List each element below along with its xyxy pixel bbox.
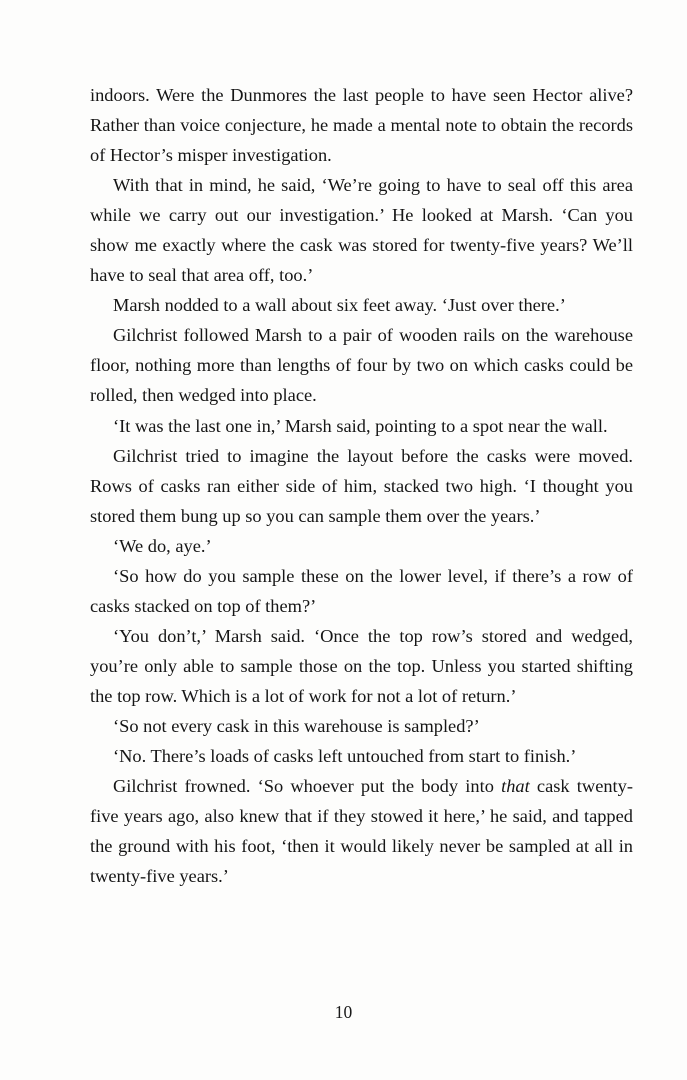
paragraph: [90, 711, 633, 741]
paragraph: [90, 411, 633, 441]
paragraph-text: Gilchrist tried to imagine the layout before the casks were moved. Rows of casks ran either side of him, stacked two high. ‘I thought you stored them bung up so you can sample them over the years.’: [90, 445, 633, 526]
paragraph: [90, 621, 633, 711]
paragraph: [90, 771, 633, 891]
paragraph-text: ‘We do, aye.’: [113, 535, 212, 556]
paragraph-text: Marsh nodded to a wall about six feet away. ‘Just over there.’: [113, 295, 566, 316]
paragraph-text: Gilchrist frowned. ‘So whoever put the body into: [113, 776, 502, 797]
body-text: [90, 80, 633, 891]
paragraph-text: ‘So not every cask in this warehouse is sampled?’: [113, 715, 480, 736]
paragraph: [90, 170, 633, 290]
paragraph: [90, 561, 633, 621]
paragraph: [90, 441, 633, 531]
paragraph-text: cask twenty-five years ago, also knew that if they stowed it here,’ he said, and tapped the ground with his foot, ‘then it would likely never be sampled at all in twenty-five years.’: [90, 776, 633, 887]
paragraph-text: ‘No. There’s loads of casks left untouched from start to finish.’: [113, 746, 577, 767]
paragraph-text: ‘You don’t,’ Marsh said. ‘Once the top row’s stored and wedged, you’re only able to sample those on the top. Unless you started shifting the top row. Which is a lot of work for not a lot of return.’: [90, 625, 633, 706]
paragraph: [90, 531, 633, 561]
paragraph: [90, 290, 633, 320]
paragraph: [90, 80, 633, 170]
paragraph-text: Gilchrist followed Marsh to a pair of wooden rails on the warehouse floor, nothing more than lengths of four by two on which casks could be rolled, then wedged into place.: [90, 325, 633, 406]
paragraph: [90, 320, 633, 410]
paragraph-text: With that in mind, he said, ‘We’re going to have to seal off this area while we carry out our investigation.’ He looked at Marsh. ‘Can you show me exactly where the cask was stored for twenty-five years? We’ll have to seal that area off, too.’: [90, 175, 633, 286]
page-number: 10: [334, 1002, 353, 1022]
paragraph-text: ‘So how do you sample these on the lower level, if there’s a row of casks stacked on top of them?’: [90, 565, 633, 616]
italic-text: that: [501, 776, 530, 797]
paragraph: [90, 741, 633, 771]
paragraph-text: ‘It was the last one in,’ Marsh said, pointing to a spot near the wall.: [113, 415, 608, 436]
paragraph-text: indoors. Were the Dunmores the last people to have seen Hector alive? Rather than voice conjecture, he made a mental note to obtain the records of Hector’s misper investigation.: [90, 85, 633, 166]
